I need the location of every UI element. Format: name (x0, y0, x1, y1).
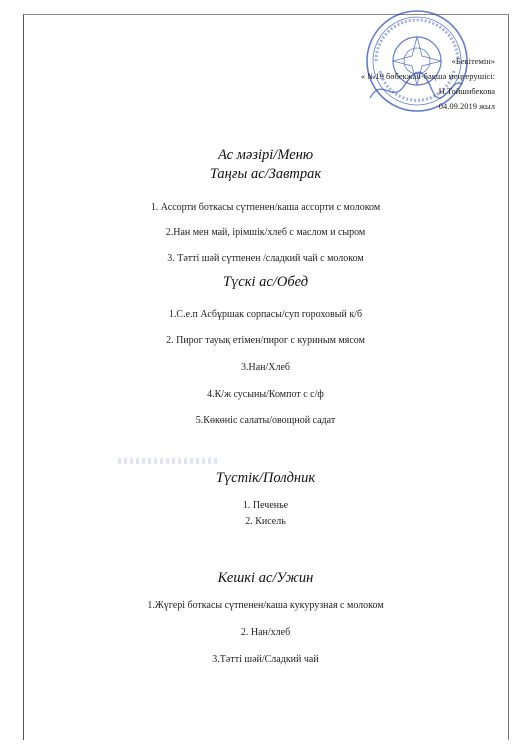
menu-title: Ас мәзірі/Меню (217, 147, 314, 163)
dinner-heading: Кешкі ас/Ужин (217, 570, 314, 586)
approval-title: «Бекітемін» (451, 56, 495, 66)
lunch-item: 4.К/ж сусыны/Компот с с/ф (207, 389, 324, 400)
dinner-item: 3.Тәтті шәй/Сладкий чай (212, 654, 319, 665)
snack-item: 1. Печенье (242, 500, 289, 511)
breakfast-item: 2.Нан мен май, ірімшік/хлеб с маслом и сыром (165, 227, 366, 238)
snack-heading: Түстік/Полдник (215, 470, 316, 486)
approval-name: Н.Тойшибекова (438, 86, 495, 96)
lunch-item: 2. Пирог тауық етімен/пирог с куриным мясом (166, 335, 365, 346)
dinner-item: 1.Жүгері боткасы сүтпенен/каша кукурузная с молоком (147, 600, 384, 611)
approval-position: « №19 бөбекжай-бақша меңгерушісі: (360, 71, 495, 81)
snack-item: 2. Кисель (245, 516, 286, 527)
lunch-item: 1.С.е.п Асбұршак сорпасы/суп гороховый к/б (168, 309, 363, 320)
lunch-item: 3.Нан/Хлеб (240, 362, 291, 373)
approval-block (315, 54, 495, 114)
approval-date: 04.09.2019 жыл (438, 101, 495, 111)
breakfast-item: 1. Ассорти боткасы сүтпенен/каша ассорти с молоком (150, 202, 381, 213)
lunch-item: 5.Көкөніс салаты/овощной садат (195, 415, 336, 426)
breakfast-item: 3. Тәтті шәй сүтпенен /сладкий чай с молоком (167, 253, 364, 264)
breakfast-heading: Таңғы ас/Завтрак (209, 166, 322, 182)
ink-smudge (118, 458, 218, 464)
lunch-heading: Түскі ас/Обед (222, 274, 309, 290)
dinner-item: 2. Нан/хлеб (240, 627, 291, 638)
